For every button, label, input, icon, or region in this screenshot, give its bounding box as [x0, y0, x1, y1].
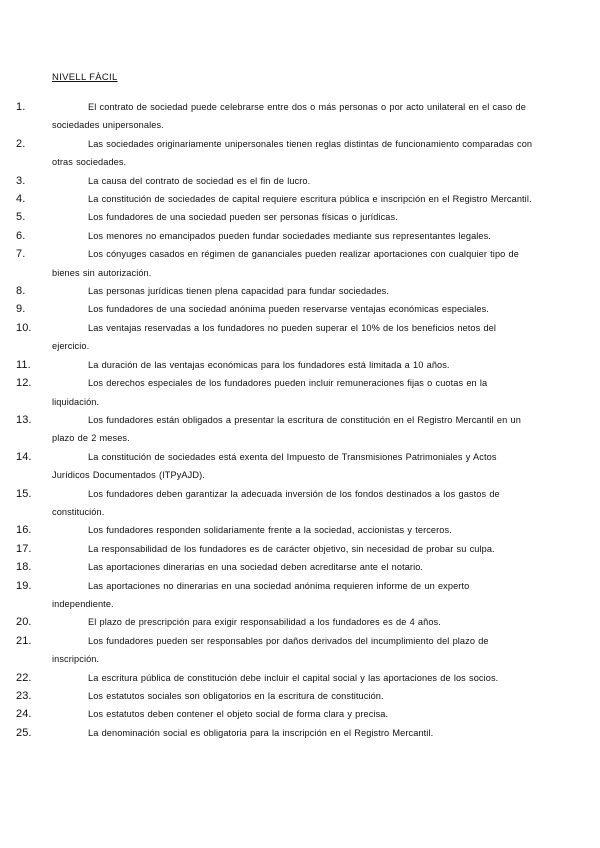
item-number: 21. [16, 634, 32, 647]
list-item [16, 245, 534, 282]
item-text: Los fundadores responden solidariamente frente a la sociedad, accionistas y terceros. [88, 525, 452, 536]
list-item [16, 172, 534, 190]
item-number: 19. [16, 579, 32, 592]
list-item [16, 300, 534, 318]
item-text: El contrato de sociedad puede celebrarse entre dos o más personas o por acto unilateral en el caso de sociedades unipersonales. [52, 102, 526, 131]
list-item [16, 687, 534, 705]
item-number: 15. [16, 487, 32, 500]
item-text: Los menores no emancipados pueden fundar sociedades mediante sus representantes legales. [88, 230, 491, 241]
item-text: La constitución de sociedades de capital requiere escritura pública e inscripción en el Registro Mercantil. [88, 194, 532, 205]
list-item [16, 190, 534, 208]
item-text: Las sociedades originariamente unipersonales tienen reglas distintas de funcionamiento comparadas con otras sociedades. [52, 138, 533, 168]
item-number: 12. [16, 377, 32, 390]
list-item [16, 208, 534, 226]
page-heading: NIVELL FÀCIL [52, 72, 118, 83]
item-text: Los fundadores deben garantizar la adecuada inversión de los fondos destinados a los gastos de constitución. [52, 488, 500, 517]
item-number: 4. [16, 193, 26, 206]
item-number: 20. [16, 616, 32, 629]
item-number: 6. [16, 229, 26, 242]
item-number: 5. [16, 211, 26, 224]
item-text: Los derechos especiales de los fundadores pueden incluir remuneraciones fijas o cuotas en la liquidación. [52, 378, 488, 407]
list-item [16, 356, 534, 374]
item-text: El plazo de prescripción para exigir responsabilidad a los fundadores es de 4 años. [88, 617, 441, 628]
item-number: 10. [16, 321, 32, 334]
item-number: 8. [16, 285, 26, 298]
item-number: 11. [16, 358, 31, 371]
question-list [16, 98, 534, 742]
list-item [16, 485, 534, 522]
item-text: Las aportaciones dinerarias en una sociedad deben acreditarse ante el notario. [88, 562, 424, 573]
item-number: 1. [16, 101, 26, 113]
item-text: Los fundadores pueden ser responsables por daños derivados del incumplimiento del plazo de inscripción. [52, 635, 489, 665]
item-text: Los estatutos sociales son obligatorios en la escritura de constitución. [88, 691, 384, 701]
item-text: Los estatutos deben contener el objeto social de forma clara y precisa. [88, 709, 389, 720]
item-number: 3. [16, 174, 26, 187]
item-number: 22. [16, 671, 32, 684]
item-text: Los cónyuges casados en régimen de gananciales pueden realizar aportaciones con cualquier tipo de bienes sin autorización. [52, 249, 519, 278]
list-item [16, 98, 534, 135]
list-item [16, 705, 534, 723]
list-item [16, 374, 534, 411]
item-number: 17. [16, 542, 32, 555]
item-number: 2. [16, 137, 26, 150]
item-text: Los fundadores de una sociedad anónima pueden reservarse ventajas económicas especiales. [88, 304, 489, 315]
list-item [16, 135, 534, 172]
item-text: Las ventajas reservadas a los fundadores no pueden superar el 10% de los beneficios netos del ejercicio. [52, 322, 497, 352]
item-text: Las personas jurídicas tienen plena capacidad para fundar sociedades. [88, 286, 390, 297]
list-item [16, 540, 534, 558]
item-number: 9. [16, 303, 26, 316]
item-text: Las aportaciones no dinerarias en una sociedad anónima requieren informe de un experto independiente. [52, 580, 470, 609]
item-number: 16. [16, 524, 32, 537]
item-number: 23. [16, 690, 32, 702]
list-item [16, 577, 534, 614]
item-number: 25. [16, 726, 32, 739]
item-text: Los fundadores están obligados a presentar la escritura de constitución en el Registro Mercantil en un plazo de 2 meses. [52, 414, 521, 444]
item-text: La escritura pública de constitución debe incluir el capital social y las aportaciones de los socios. [88, 672, 499, 683]
list-item [16, 448, 534, 485]
list-item [16, 227, 534, 245]
item-text: La constitución de sociedades está exenta del Impuesto de Transmisiones Patrimoniales y Actos Jurídicos Documentados (ITPyAJD). [52, 451, 497, 481]
item-number: 24. [16, 708, 32, 721]
list-item [16, 558, 534, 576]
list-item [16, 669, 534, 687]
list-item [16, 632, 534, 669]
item-text: La duración de las ventajas económicas para los fundadores está limitada a 10 años. [88, 359, 450, 370]
list-item [16, 613, 534, 631]
list-item [16, 411, 534, 448]
item-text: La causa del contrato de sociedad es el fin de lucro. [88, 175, 311, 186]
item-text: La responsabilidad de los fundadores es de carácter objetivo, sin necesidad de probar su culpa. [88, 543, 495, 554]
list-item [16, 282, 534, 300]
list-item [16, 724, 534, 742]
list-item [16, 521, 534, 539]
item-text: Los fundadores de una sociedad pueden ser personas físicas o jurídicas. [88, 212, 398, 223]
item-number: 7. [16, 248, 26, 261]
item-number: 18. [16, 561, 32, 574]
item-text: La denominación social es obligatoria para la inscripción en el Registro Mercantil. [88, 727, 434, 738]
item-number: 13. [16, 413, 32, 426]
list-item [16, 319, 534, 356]
item-number: 14. [16, 450, 32, 463]
